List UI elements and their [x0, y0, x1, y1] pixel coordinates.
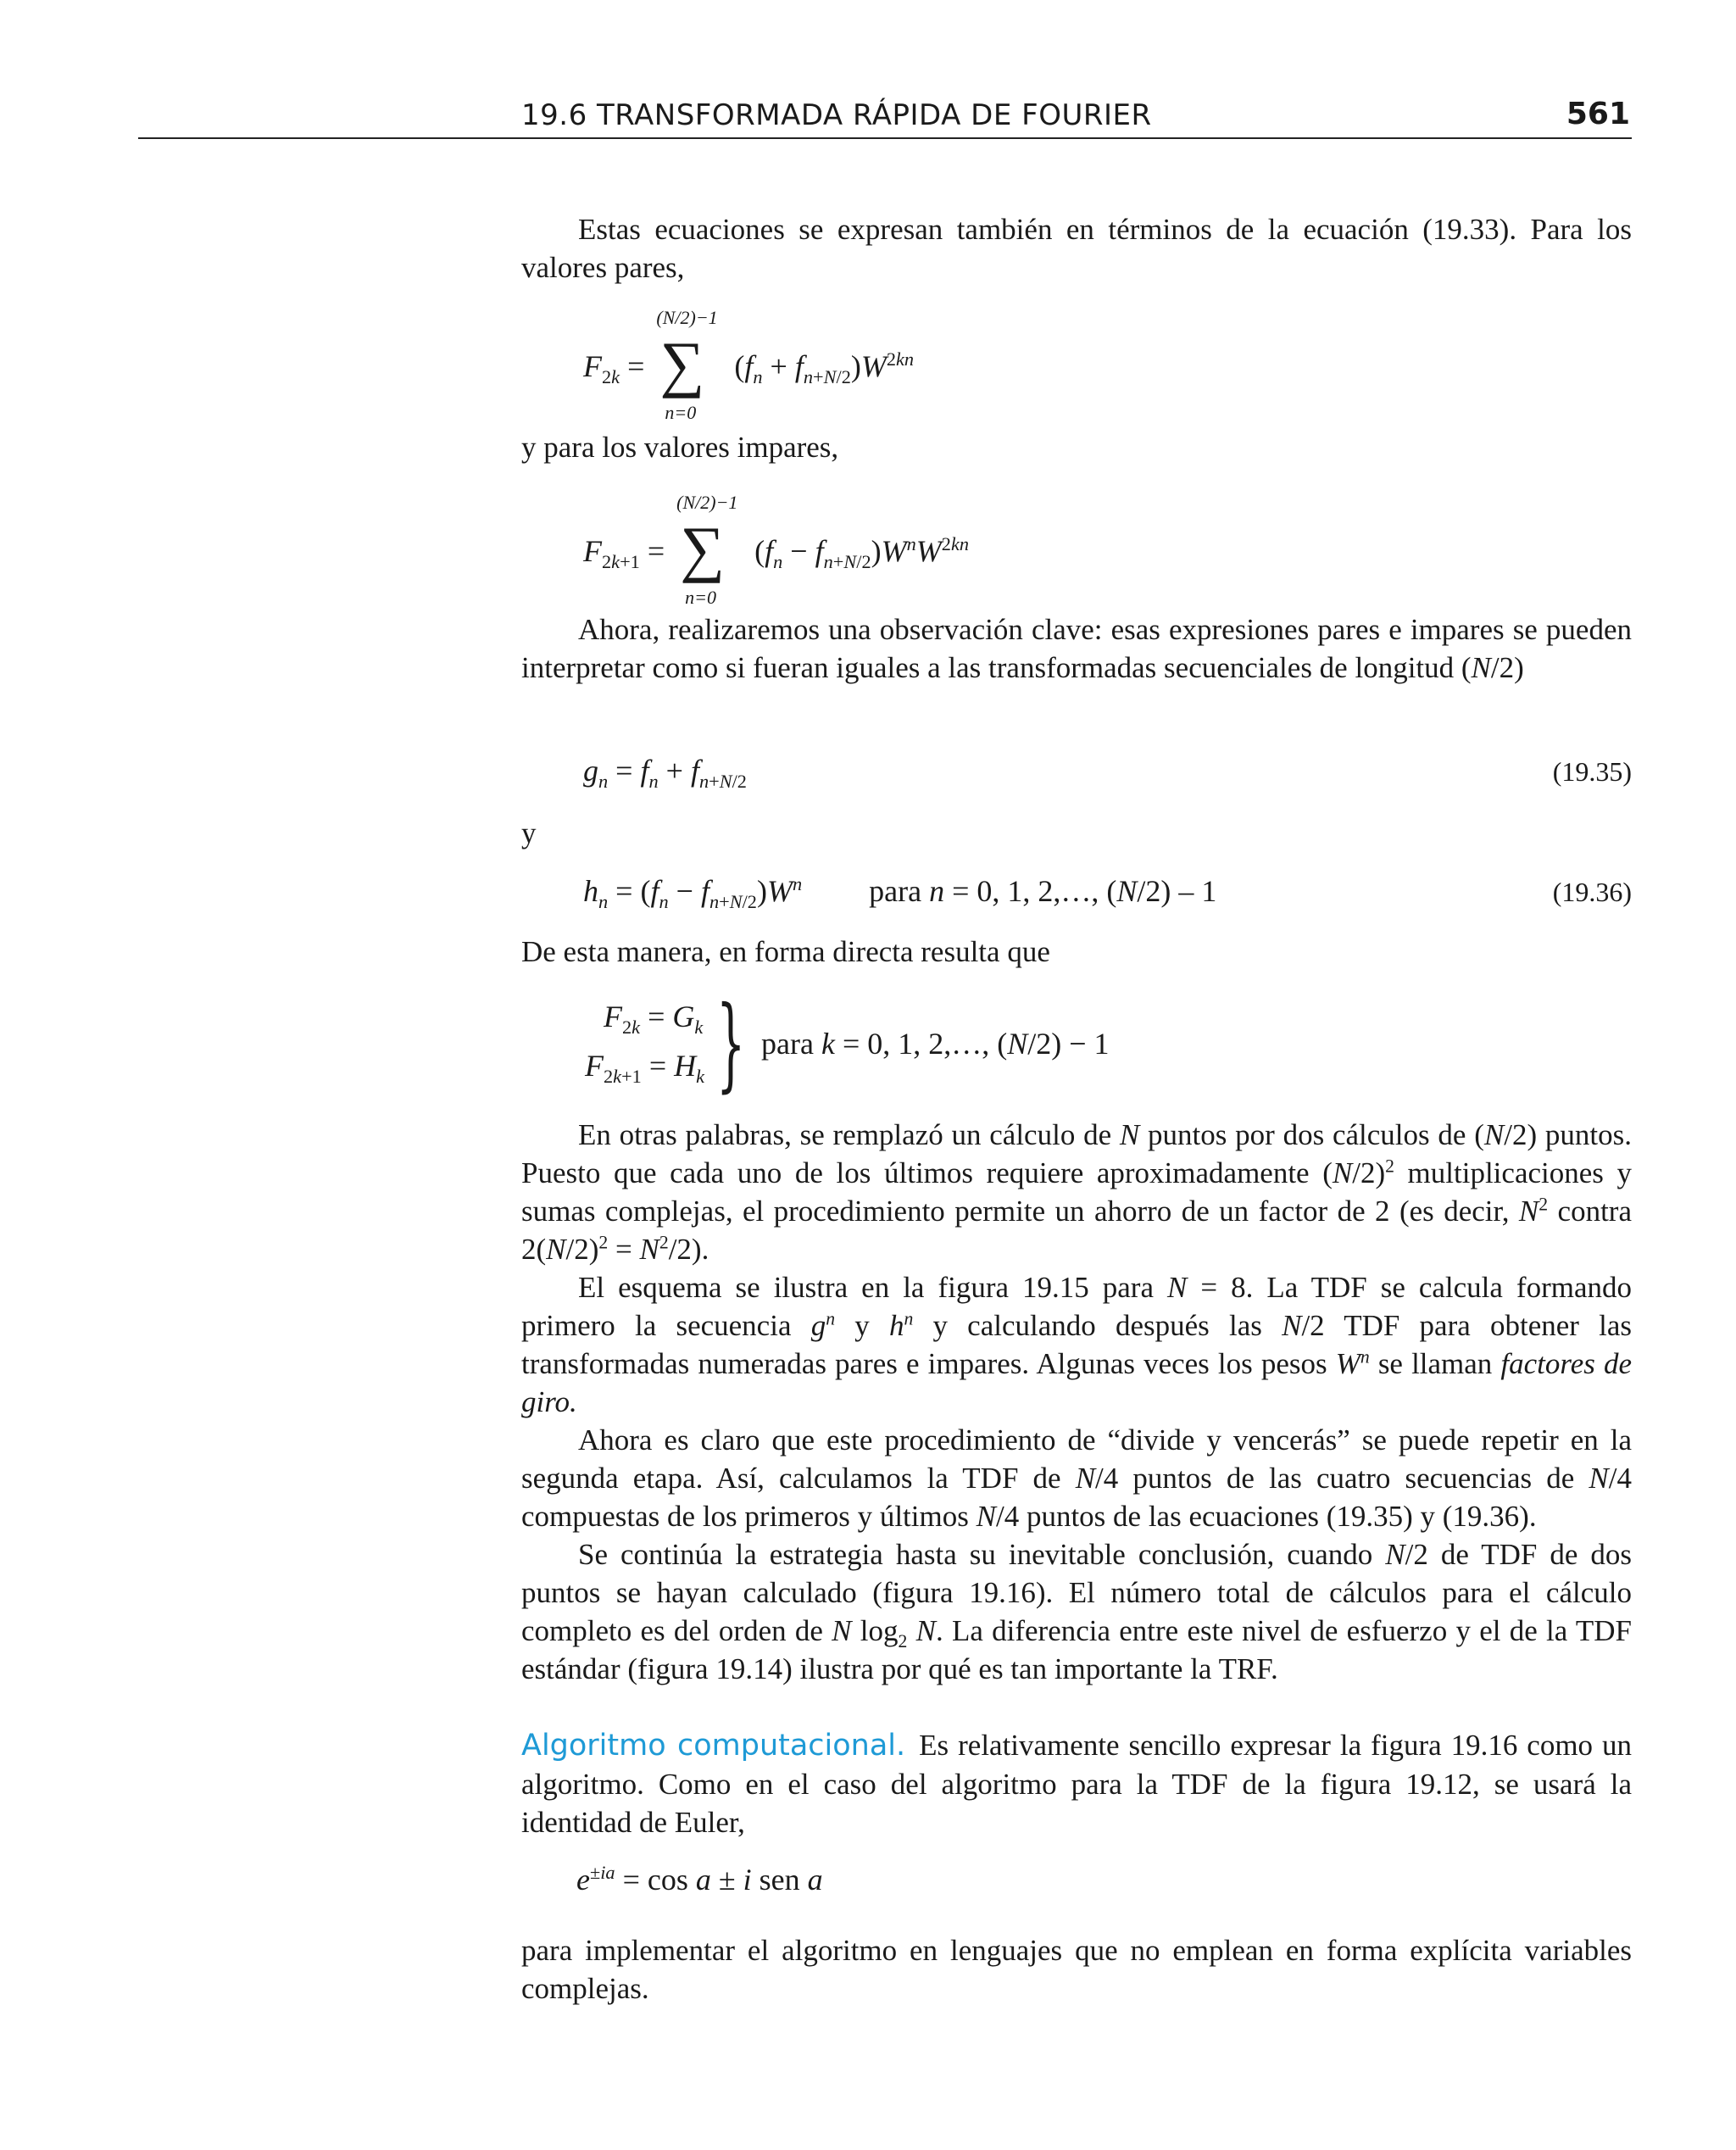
- equation-number-19-36: (19.36): [1552, 877, 1632, 907]
- equation-number-19-35: (19.35): [1552, 756, 1632, 787]
- equation-odd-sum: $F_{2k+1}$ = (N/2)−1 ∑ n=0 $(f_n - f_{n+N/2})W^nW^{2kn}$: [583, 492, 969, 610]
- paragraph-implementation: para implementar el algoritmo en lenguajes que no emplean en forma explícita variables complejas.: [521, 1934, 1632, 2005]
- paragraph-even-values: Estas ecuaciones se expresan también en términos de la ecuación (19.33). Para los valores pares,: [521, 213, 1632, 284]
- equation-euler: $e^{\pm ia} = \cos a \pm i$ sen a: [576, 1862, 823, 1897]
- equation-system-odd: $F_{2k+1} = H_k$: [585, 1049, 705, 1088]
- paragraph-scheme: El esquema se ilustra en la figura 19.15 para N = 8. La TDF se calcula formando primero la secuencia $g^n$ y $h^n$ y calculando después las N/2 TDF para obtener las transformadas numeradas pares e impares. Algunas veces los pesos $W^n$ se llaman factores de giro.: [521, 1271, 1633, 1418]
- running-header: [138, 93, 1632, 139]
- section-title-algorithm: Algoritmo computacional.: [521, 1729, 906, 1763]
- right-brace: }: [716, 985, 746, 1103]
- summation-symbol: (N/2)−1 ∑ n=0: [676, 492, 738, 608]
- paragraph-strategy-conclusion: Se continúa la estrategia hasta su inevitable conclusión, cuando N/2 de TDF de dos puntos se hayan calculado (figura 19.16). El número total de cálculos para el cálculo completo es del orden de N $\log_2 N$. La diferencia entre este nivel de esfuerzo y el de la TDF estándar (figura 19.14) ilustra por qué es tan importante la TRF.: [521, 1538, 1633, 1685]
- equation-19-36: $h_n = (f_n - f_{n+N/2})W^n$ para n = 0, 1, 2,…, (N/2) – 1: [583, 873, 1217, 913]
- equation-even-sum: $F_{2k}$ = (N/2)−1 ∑ n=0 $(f_n + f_{n+N/2})W^{2kn}$: [583, 307, 914, 426]
- connector-y: y: [521, 816, 537, 849]
- paragraph-direct-result: De esta manera, en forma directa resulta que: [521, 935, 1050, 968]
- section-header-title: 19.6 TRANSFORMADA RÁPIDA DE FOURIER: [521, 98, 1152, 132]
- paragraph-computation-savings: En otras palabras, se remplazó un cálculo de N puntos por dos cálculos de (N/2) puntos. Puesto que cada uno de los últimos requiere aproximadamente $(N/2)^2$ multiplicaciones y sumas complejas, el procedimiento permite un ahorro de un factor de 2 (es decir, $N^2$ contra $2(N/2)^2 = N^2/2$).: [521, 1118, 1632, 1266]
- paragraph-algorithm-text: Es relativamente sencillo expresar la figura 19.16 como un algoritmo. Como en el caso del algoritmo para la TDF de la figura 19.12, se usará la identidad de Euler,: [521, 1729, 1633, 1839]
- equation-19-35: $g_n = f_n + f_{n+N/2}$: [583, 754, 747, 793]
- paragraph-key-observation: Ahora, realizaremos una observación clave: esas expresiones pares e impares se pueden interpretar como si fueran iguales a las transformadas secuenciales de longitud (N/2): [521, 613, 1632, 684]
- paragraph-odd-values: y para los valores impares,: [521, 431, 839, 464]
- equation-system-range: para k = 0, 1, 2,…, (N/2) − 1: [761, 1027, 1110, 1061]
- page-number: 561: [1566, 97, 1630, 131]
- paragraph-divide-conquer: Ahora es claro que este procedimiento de “divide y vencerás” se puede repetir en la segunda etapa. Así, calculamos la TDF de N/4 puntos de las cuatro secuencias de N/4 compuestas de los primeros y últimos N/4 puntos de las ecuaciones (19.35) y (19.36).: [521, 1423, 1633, 1533]
- summation-symbol: (N/2)−1 ∑ n=0: [656, 307, 718, 423]
- paragraph-algorithm: [521, 1726, 1632, 1841]
- equation-system-even: $F_{2k} = G_k$: [604, 1000, 704, 1039]
